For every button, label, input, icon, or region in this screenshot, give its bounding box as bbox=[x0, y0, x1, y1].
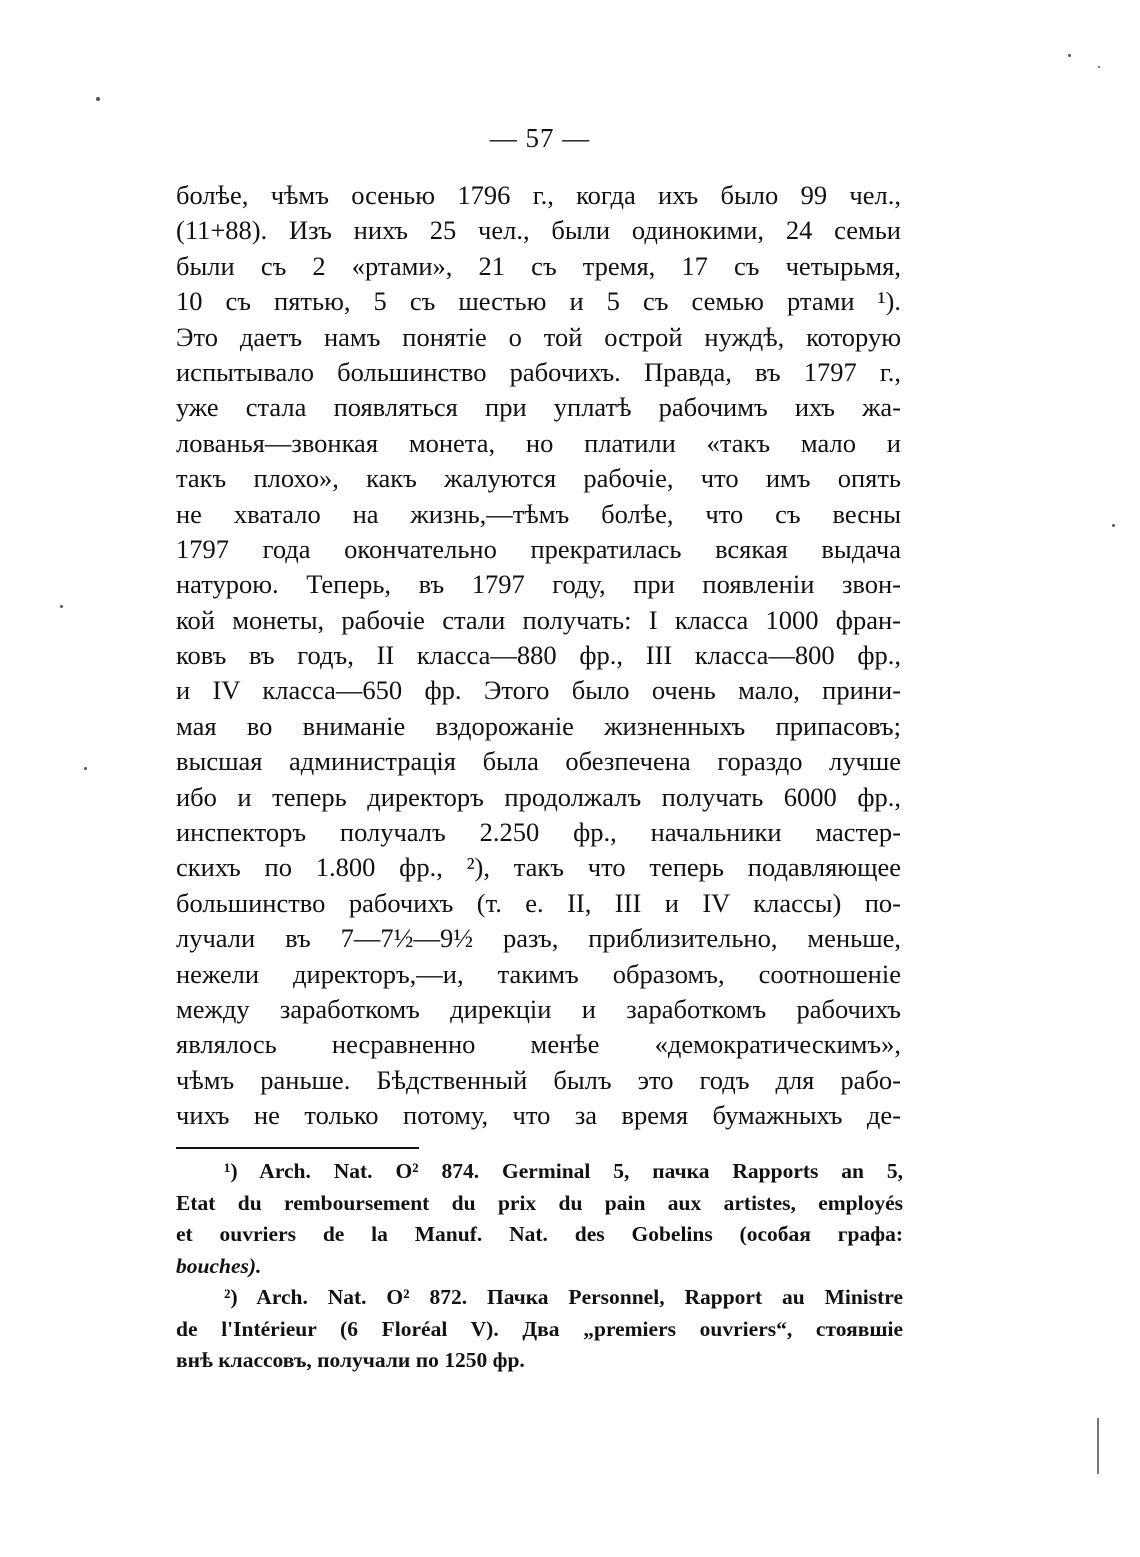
footnote-divider bbox=[176, 1147, 419, 1149]
scan-speck bbox=[84, 767, 87, 770]
text-line: такъ плохо», какъ жалуются рабочіе, что имъ опять bbox=[176, 463, 901, 494]
text-line: чѣмъ раньше. Бѣдственный былъ это годъ для рабо- bbox=[176, 1064, 901, 1095]
text-line: уже стала появляться при уплатѣ рабочимъ ихъ жа- bbox=[176, 392, 901, 423]
scan-speck bbox=[1112, 524, 1115, 527]
text-line: скихъ по 1.800 фр., ²), такъ что теперь подавляющее bbox=[176, 852, 901, 883]
text-line: натурою. Теперь, въ 1797 году, при появленіи звон- bbox=[176, 569, 901, 600]
text-line: высшая администрація была обезпечена гораздо лучше bbox=[176, 746, 901, 777]
text-line: лучали въ 7—7½—9½ разъ, приблизительно, меньше, bbox=[176, 923, 901, 954]
text-line: лованья—звонкая монета, но платили «такъ мало и bbox=[176, 427, 901, 458]
text-line: нежели директоръ,—и, такимъ образомъ, соотношеніе bbox=[176, 958, 901, 989]
footnote-line: bouches). bbox=[176, 1253, 262, 1278]
footnote-2 bbox=[176, 1282, 903, 1377]
scan-speck bbox=[1068, 54, 1071, 57]
text-line: между заработкомъ дирекціи и заработкомъ рабочихъ bbox=[176, 993, 901, 1024]
scan-speck bbox=[96, 97, 100, 101]
text-line: ковъ въ годъ, II класса—880 фр., III класса—800 фр., bbox=[176, 640, 901, 671]
text-line: не хватало на жизнь,—тѣмъ болѣе, что съ весны bbox=[176, 498, 901, 529]
text-line: кой монеты, рабочіе стали получать: I класса 1000 фран- bbox=[176, 604, 901, 635]
text-line: мая во вниманіе вздорожаніе жизненныхъ припасовъ; bbox=[176, 710, 901, 741]
page-number: — 57 — bbox=[489, 123, 591, 153]
footnote-line: ¹) Arch. Nat. O² 874. Germinal 5, пачка Rapports an 5, bbox=[224, 1159, 903, 1183]
footnote-line: et ouvriers de la Manuf. Nat. des Gobelins (особая графа: bbox=[176, 1222, 903, 1246]
text-line: большинство рабочихъ (т. е. II, III и IV классы) по- bbox=[176, 887, 901, 918]
text-line: 10 съ пятью, 5 съ шестью и 5 съ семью ртами ¹). bbox=[176, 286, 901, 317]
text-line: являлось несравненно менѣе «демократическимъ», bbox=[176, 1029, 901, 1060]
scan-edge-mark bbox=[1097, 1418, 1099, 1474]
footnote-line: ²) Arch. Nat. O² 872. Пачка Personnel, Rapport au Ministre bbox=[224, 1285, 903, 1309]
footnote-line: de l'Intérieur (6 Floréal V). Два „premiers ouvriers“, стоявшіе bbox=[176, 1316, 903, 1341]
scan-speck bbox=[60, 605, 63, 608]
footnote-line: Etat du remboursement du prix du pain aux artistes, employés bbox=[176, 1190, 903, 1215]
text-line: испытывало большинство рабочихъ. Правда, въ 1797 г., bbox=[176, 356, 901, 387]
text-line: ибо и теперь директоръ продолжалъ получать 6000 фр., bbox=[176, 781, 901, 812]
text-line: болѣе, чѣмъ осенью 1796 г., когда ихъ было 99 чел., bbox=[176, 180, 901, 210]
text-line: были съ 2 «ртами», 21 съ тремя, 17 съ четырьмя, bbox=[176, 250, 901, 281]
scan-speck bbox=[1098, 66, 1100, 68]
text-line: и IV класса—650 фр. Этого было очень мало, прини- bbox=[176, 675, 901, 706]
footnote-line: внѣ классовъ, получали по 1250 фр. bbox=[176, 1348, 525, 1372]
text-line: инспекторъ получалъ 2.250 фр., начальники мастер- bbox=[176, 817, 901, 848]
footnotes bbox=[176, 1156, 903, 1377]
text-line: 1797 года окончательно прекратилась всякая выдача bbox=[176, 533, 901, 564]
footnote-1 bbox=[176, 1156, 903, 1282]
text-line: Это даетъ намъ понятіе о той острой нуждѣ, которую bbox=[176, 321, 901, 352]
main-text bbox=[176, 178, 901, 1134]
text-line: (11+88). Изъ нихъ 25 чел., были одинокими, 24 семьи bbox=[176, 215, 901, 246]
text-line: чихъ не только потому, что за время бумажныхъ де- bbox=[176, 1100, 901, 1131]
